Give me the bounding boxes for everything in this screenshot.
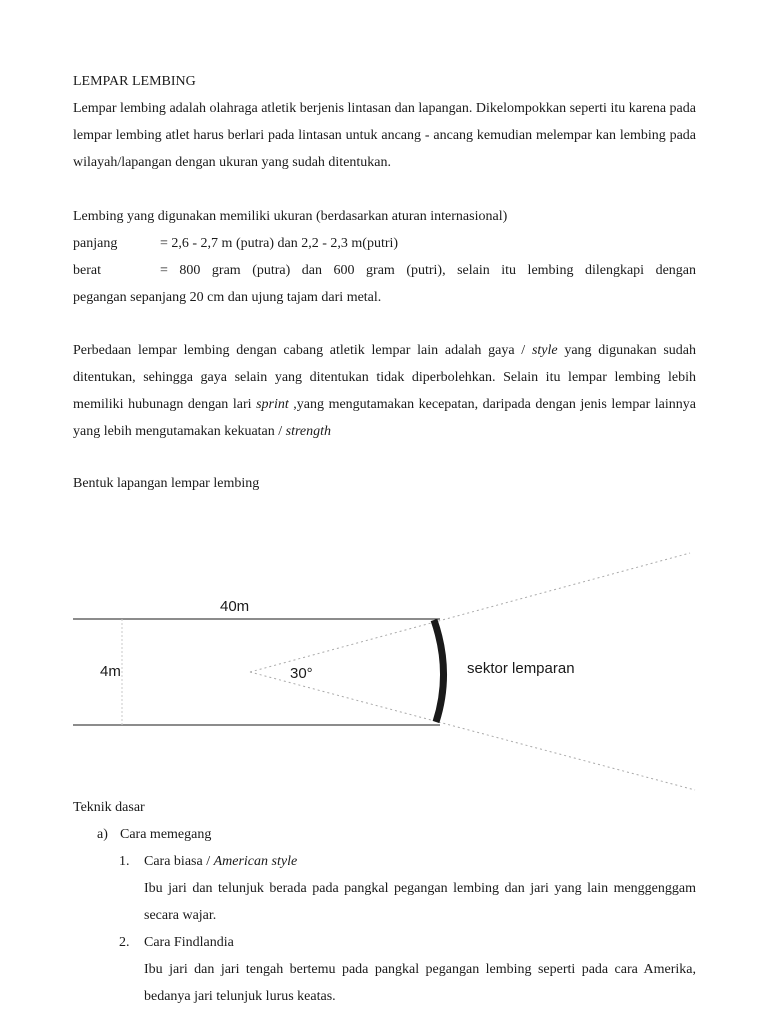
difference-text-2: yang digunakan sudah ditentukan, sehingga gaya selain yang ditentukan tidak diperbolehkan. Selain itu lempar lembing lebih memiliki hubunagn dengan lari	[73, 343, 696, 412]
intro-paragraph: Lempar lembing adalah olahraga atletik berjenis lintasan dan lapangan. Dikelompokkan seperti itu karena pada lempar lembing atlet harus berlari pada lintasan untuk ancang - ancang kemudian melempar kan lembing pada wilayah/lapangan dengan ukuran yang sudah ditentukan.	[73, 101, 696, 170]
weight-label: berat	[73, 263, 101, 278]
list-item-2-label: Cara Findlandia	[144, 935, 234, 950]
runway-length-label: 40m	[220, 598, 250, 615]
difference-sprint-term: sprint	[256, 397, 289, 412]
length-label: panjang	[73, 236, 118, 251]
list-item-1-marker: 1.	[119, 854, 130, 869]
difference-text-1: Perbedaan lempar lembing dengan cabang atletik lempar lain adalah gaya /	[73, 343, 532, 358]
list-item-a-label: Cara memegang	[120, 827, 212, 842]
field-heading: Bentuk lapangan lempar lembing	[73, 476, 260, 491]
list-item-2-marker: 2.	[119, 935, 130, 950]
document-title: LEMPAR LEMBING	[73, 74, 196, 89]
angle-label: 30°	[290, 665, 313, 682]
list-item-1-title	[144, 848, 297, 875]
size-heading: Lembing yang digunakan memiliki ukuran (berdasarkan aturan internasional)	[73, 209, 508, 224]
list-item-1	[119, 848, 298, 875]
length-value: = 2,6 - 2,7 m (putra) dan 2,2 - 2,3 m(putri)	[160, 236, 399, 251]
difference-strength-term: strength	[285, 424, 332, 439]
list-item-2-text: Ibu jari dan jari tengah bertemu pada pangkal pegangan lembing seperti pada cara Amerika, bedanya jari telunjuk lurus keatas.	[144, 962, 696, 1004]
list-item-2	[119, 929, 234, 956]
technique-heading: Teknik dasar	[73, 800, 145, 815]
list-item-a-marker: a)	[97, 827, 108, 842]
sector-label: sektor lemparan	[467, 660, 575, 677]
list-item-1-italic: American style	[213, 854, 298, 869]
weight-value: = 800 gram (putra) dan 600 gram (putri), selain itu lembing dilengkapi dengan	[160, 263, 696, 278]
sector-upper-line	[250, 553, 690, 672]
sector-lower-line	[250, 672, 695, 790]
list-item-1-text: Ibu jari dan telunjuk berada pada pangkal pegangan lembing dan jari yang lain menggenggam secara wajar.	[144, 881, 696, 923]
list-item-a	[97, 821, 212, 848]
weight-continuation: pegangan sepanjang 20 cm dan ujung tajam dari metal.	[73, 290, 382, 305]
difference-text-3: ,yang mengutamakan kecepatan, daripada dengan jenis lempar lainnya yang lebih mengutamakan kekuatan /	[73, 397, 696, 439]
throwing-arc	[434, 620, 444, 722]
difference-style-term: style	[531, 343, 558, 358]
list-item-1-label: Cara biasa /	[144, 854, 214, 869]
runway-width-label: 4m	[100, 663, 121, 680]
